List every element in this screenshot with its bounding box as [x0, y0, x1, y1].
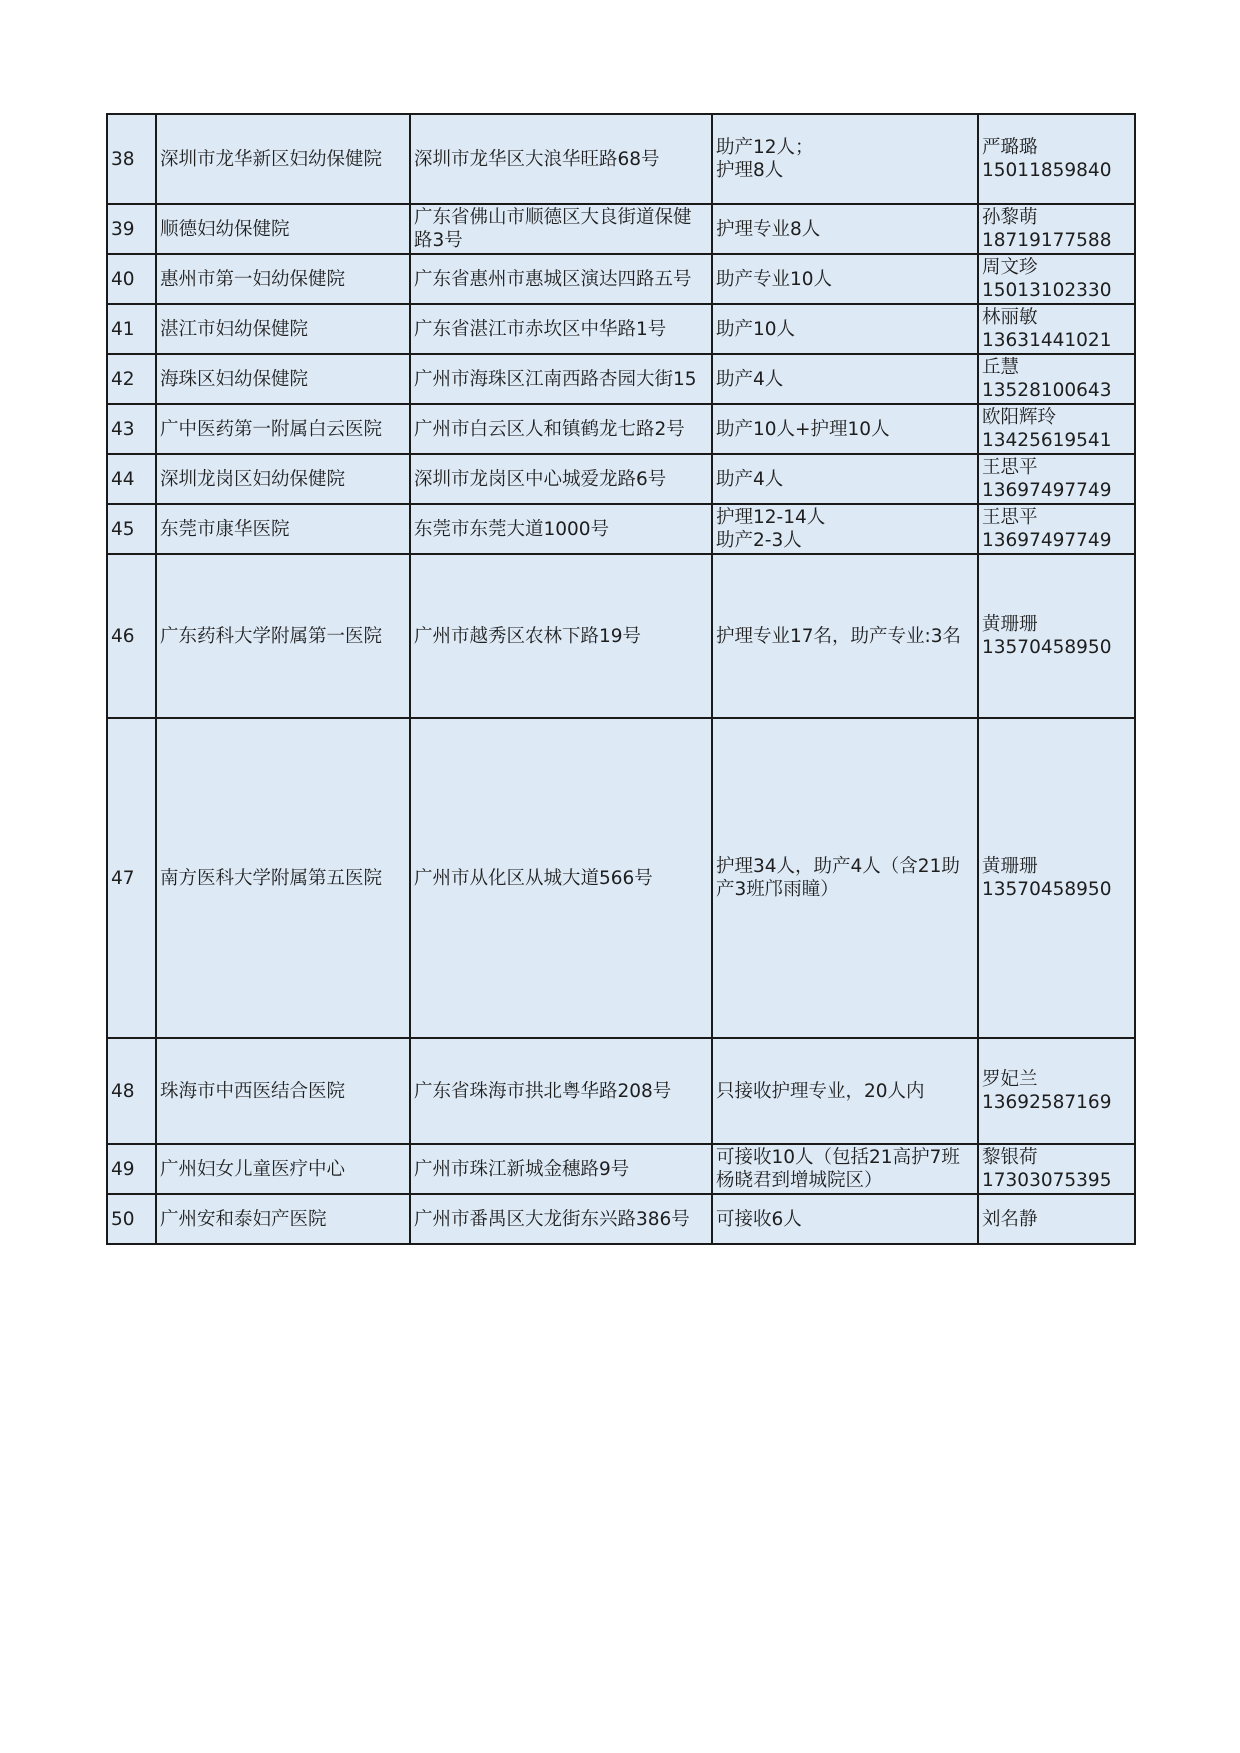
cell-hospital-name: 广中医药第一附属白云医院: [156, 404, 410, 454]
cell-address: 广州市从化区从城大道566号: [410, 718, 712, 1038]
cell-contact: 黄珊珊 13570458950: [978, 554, 1135, 718]
cell-quota: 助产4人: [712, 454, 978, 504]
table-row: [107, 1194, 1135, 1244]
cell-hospital-name: 珠海市中西医结合医院: [156, 1038, 410, 1144]
table-row: [107, 1144, 1135, 1194]
cell-address: 广州市珠江新城金穗路9号: [410, 1144, 712, 1194]
cell-hospital-name: 深圳龙岗区妇幼保健院: [156, 454, 410, 504]
cell-quota: 助产12人； 护理8人: [712, 114, 978, 204]
cell-hospital-name: 海珠区妇幼保健院: [156, 354, 410, 404]
cell-quota: 只接收护理专业，20人内: [712, 1038, 978, 1144]
cell-number: 45: [107, 504, 156, 554]
cell-quota: 护理34人，助产4人（含21助产3班邝雨瞳）: [712, 718, 978, 1038]
cell-hospital-name: 深圳市龙华新区妇幼保健院: [156, 114, 410, 204]
cell-hospital-name: 惠州市第一妇幼保健院: [156, 254, 410, 304]
cell-quota: 护理专业8人: [712, 204, 978, 254]
cell-address: 深圳市龙华区大浪华旺路68号: [410, 114, 712, 204]
cell-contact: 严璐璐 15011859840: [978, 114, 1135, 204]
cell-number: 38: [107, 114, 156, 204]
cell-number: 50: [107, 1194, 156, 1244]
cell-quota: 助产10人: [712, 304, 978, 354]
table-row: [107, 718, 1135, 1038]
cell-hospital-name: 广东药科大学附属第一医院: [156, 554, 410, 718]
cell-address: 广州市海珠区江南西路杏园大街15: [410, 354, 712, 404]
cell-quota: 助产10人+护理10人: [712, 404, 978, 454]
table-row: [107, 454, 1135, 504]
cell-address: 广东省湛江市赤坎区中华路1号: [410, 304, 712, 354]
cell-address: 广州市番禺区大龙街东兴路386号: [410, 1194, 712, 1244]
cell-address: 广州市白云区人和镇鹤龙七路2号: [410, 404, 712, 454]
cell-number: 48: [107, 1038, 156, 1144]
table-row: [107, 554, 1135, 718]
cell-contact: 黎银荷 17303075395: [978, 1144, 1135, 1194]
cell-address: 东莞市东莞大道1000号: [410, 504, 712, 554]
cell-number: 41: [107, 304, 156, 354]
cell-hospital-name: 广州妇女儿童医疗中心: [156, 1144, 410, 1194]
cell-hospital-name: 湛江市妇幼保健院: [156, 304, 410, 354]
cell-quota: 护理专业17名，助产专业:3名: [712, 554, 978, 718]
cell-address: 广州市越秀区农林下路19号: [410, 554, 712, 718]
cell-number: 49: [107, 1144, 156, 1194]
cell-address: 深圳市龙岗区中心城爱龙路6号: [410, 454, 712, 504]
cell-quota: 护理12-14人 助产2-3人: [712, 504, 978, 554]
cell-contact: 丘慧 13528100643: [978, 354, 1135, 404]
table-row: [107, 254, 1135, 304]
table-row: [107, 204, 1135, 254]
cell-contact: 刘名静: [978, 1194, 1135, 1244]
cell-contact: 林丽敏 13631441021: [978, 304, 1135, 354]
cell-hospital-name: 广州安和泰妇产医院: [156, 1194, 410, 1244]
cell-contact: 黄珊珊 13570458950: [978, 718, 1135, 1038]
table-row: [107, 304, 1135, 354]
table-row: [107, 404, 1135, 454]
cell-address: 广东省惠州市惠城区演达四路五号: [410, 254, 712, 304]
cell-number: 44: [107, 454, 156, 504]
cell-hospital-name: 东莞市康华医院: [156, 504, 410, 554]
cell-hospital-name: 南方医科大学附属第五医院: [156, 718, 410, 1038]
cell-contact: 王思平 13697497749: [978, 504, 1135, 554]
cell-hospital-name: 顺德妇幼保健院: [156, 204, 410, 254]
cell-number: 47: [107, 718, 156, 1038]
cell-contact: 孙黎萌 18719177588: [978, 204, 1135, 254]
cell-number: 46: [107, 554, 156, 718]
cell-quota: 助产专业10人: [712, 254, 978, 304]
cell-number: 40: [107, 254, 156, 304]
cell-number: 42: [107, 354, 156, 404]
table-row: [107, 114, 1135, 204]
cell-address: 广东省佛山市顺德区大良街道保健路3号: [410, 204, 712, 254]
cell-address: 广东省珠海市拱北粤华路208号: [410, 1038, 712, 1144]
cell-contact: 罗妃兰 13692587169: [978, 1038, 1135, 1144]
table-row: [107, 1038, 1135, 1144]
cell-quota: 可接收6人: [712, 1194, 978, 1244]
hospital-table: [106, 113, 1136, 1245]
cell-quota: 助产4人: [712, 354, 978, 404]
cell-contact: 欧阳辉玲 13425619541: [978, 404, 1135, 454]
cell-number: 39: [107, 204, 156, 254]
table-row: [107, 354, 1135, 404]
cell-number: 43: [107, 404, 156, 454]
cell-contact: 王思平 13697497749: [978, 454, 1135, 504]
cell-contact: 周文珍 15013102330: [978, 254, 1135, 304]
table-row: [107, 504, 1135, 554]
cell-quota: 可接收10人（包括21高护7班杨晓君到增城院区）: [712, 1144, 978, 1194]
